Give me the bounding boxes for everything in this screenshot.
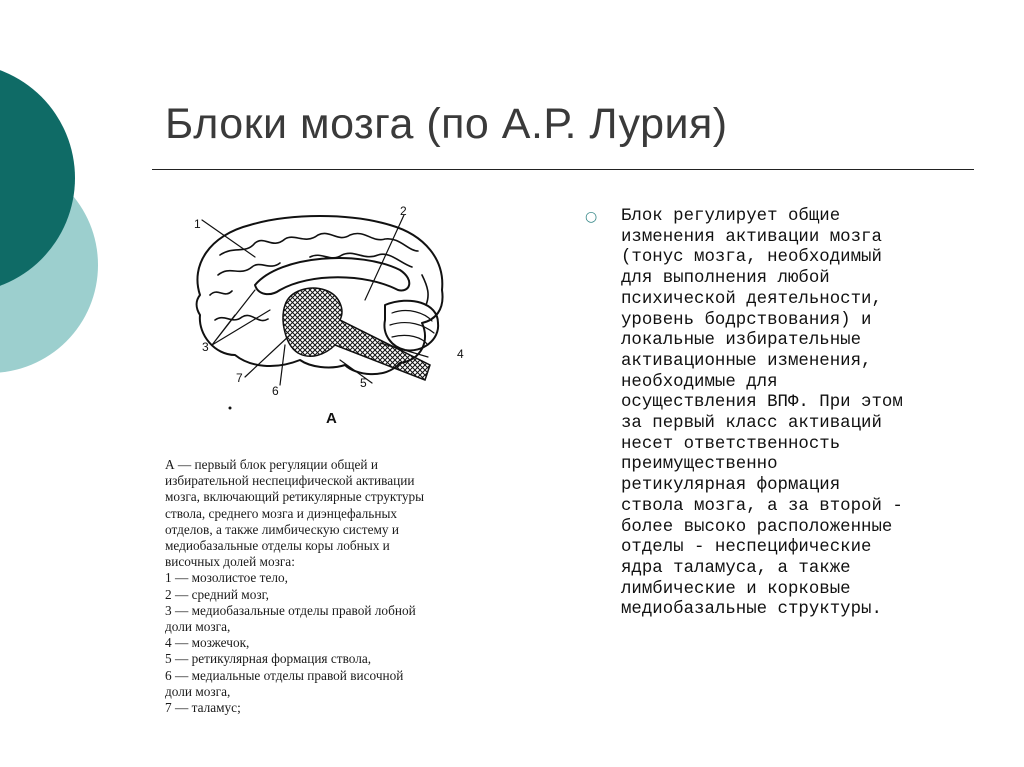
figure-dot — [229, 407, 232, 410]
label-1: 1 — [194, 217, 201, 231]
caption-line: 7 — таламус; — [165, 700, 241, 716]
bullet-line: для выполнения любой — [621, 269, 830, 289]
label-2: 2 — [400, 204, 407, 218]
caption-line: доли мозга, — [165, 619, 231, 635]
bullet-line: Блок регулирует общие — [621, 207, 841, 226]
bullet-line: за первый класс активаций — [621, 414, 882, 434]
bullet-circle-icon: ○ — [585, 209, 598, 225]
caption-line: доли мозга, — [165, 683, 231, 699]
panel-letter: А — [326, 410, 337, 427]
bullet-line: необходимые для — [621, 372, 778, 392]
caption-line: А — первый блок регуляции общей и — [165, 457, 378, 472]
figure-caption — [165, 457, 495, 716]
caption-line: мозга, включающий ретикулярные структуры — [165, 489, 425, 505]
caption-line: 3 — медиобазальные отделы правой лобной — [165, 602, 416, 618]
brain-diagram — [160, 195, 480, 435]
bullet-line: несет ответственность — [621, 434, 841, 454]
cerebellum — [384, 301, 438, 351]
bullet-line: ядра таламуса, а также — [621, 558, 851, 578]
label-5: 5 — [360, 376, 367, 390]
bullet-line: ствола мозга, а за второй - — [621, 496, 903, 516]
title-divider — [152, 169, 974, 170]
bullet-line: ретикулярная формация — [621, 476, 841, 496]
caption-line: 2 — средний мозг, — [165, 586, 269, 602]
slide-title: Блоки мозга (по А.Р. Лурия) — [165, 100, 728, 148]
bullet-line: осуществления ВПФ. При этом — [621, 393, 903, 413]
bullet-line: изменения активации мозга — [621, 227, 882, 247]
caption-line: 4 — мозжечок, — [165, 635, 250, 651]
caption-line: 1 — мозолистое тело, — [165, 570, 288, 586]
bullet-text — [621, 207, 981, 621]
reticular-formation — [283, 288, 430, 380]
bullet-line: отделы - неспецифические — [621, 538, 872, 558]
decorative-circles — [0, 0, 120, 767]
caption-line: избирательной неспецифической активации — [165, 473, 415, 489]
bullet-line: более высоко расположенные — [621, 517, 893, 537]
caption-line: отделов, а также лимбическую систему и — [165, 521, 399, 537]
bullet-line: медиобазальные структуры. — [621, 600, 882, 620]
cerebellum-lines — [390, 311, 434, 345]
caption-line: ствола, среднего мозга и диэнцефальных — [165, 505, 398, 521]
caption-line: 6 — медиальные отделы правой височной — [165, 667, 404, 683]
bullet-line: преимущественно — [621, 455, 778, 475]
bullet-line: уровень бодрствования) и — [621, 310, 872, 330]
bullet-line: (тонус мозга, необходимый — [621, 248, 882, 268]
caption-line: 5 — ретикулярная формация ствола, — [165, 651, 372, 667]
bullet-line: лимбические и корковые — [621, 579, 851, 599]
label-7: 7 — [236, 371, 243, 385]
bullet-line: психической деятельности, — [621, 289, 882, 309]
caption-line: медиобазальные отделы коры лобных и — [165, 538, 390, 554]
bullet-line: локальные избирательные — [621, 331, 862, 351]
label-4: 4 — [457, 347, 464, 361]
label-3: 3 — [202, 340, 209, 354]
label-6: 6 — [272, 384, 279, 398]
caption-line: височных долей мозга: — [165, 554, 295, 570]
bullet-line: активационные изменения, — [621, 351, 872, 371]
